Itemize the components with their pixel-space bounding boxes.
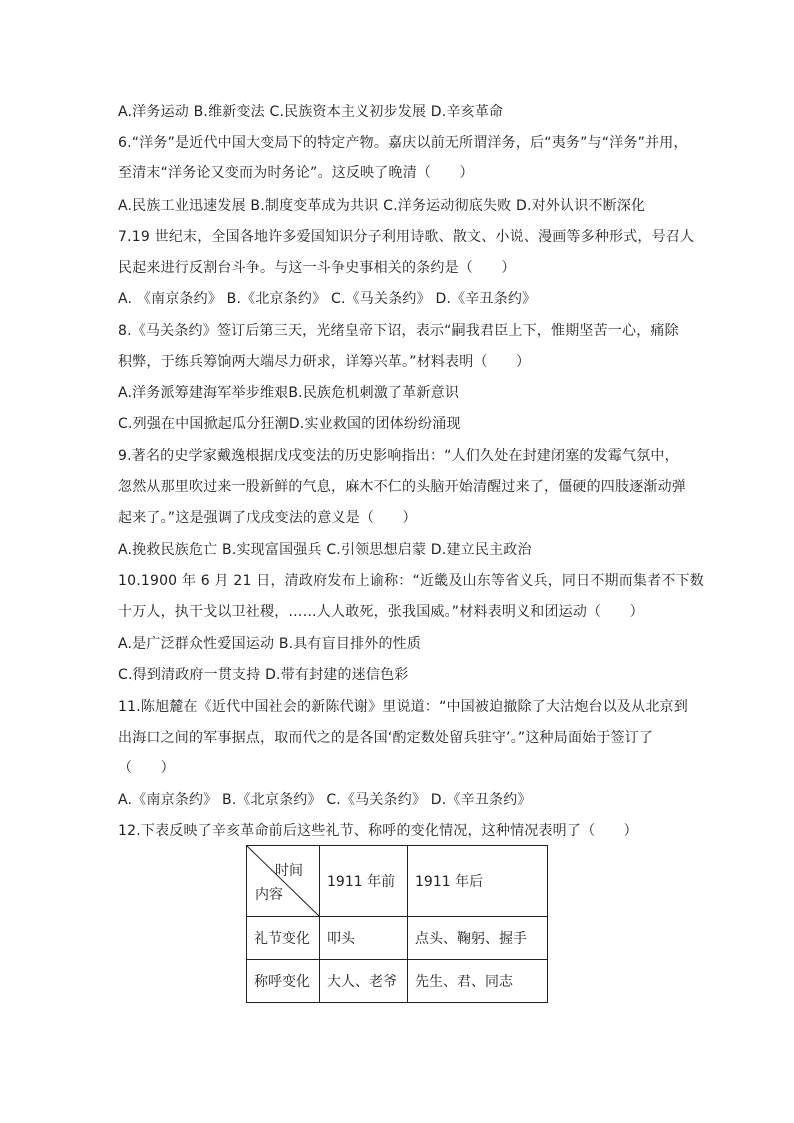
corner-label-content: 内容 (255, 887, 283, 903)
q10-stem-line2: 十万人，执干戈以卫社稷，……人人敢死，张我国威。”材料表明义和团运动（ ） (118, 604, 644, 620)
q8-stem-line2: 积弊，于练兵筹饷两大端尽力研求，详筹兴革。”材料表明（ ） (118, 354, 531, 370)
q9-stem-line1: 9.著名的史学家戴逸根据戊戌变法的历史影响指出：“人们久处在封建闭塞的发霉气氛中， (118, 448, 679, 464)
table-row (247, 960, 548, 1003)
q9-stem-line2: 忽然从那里吹过来一股新鲜的气息，麻木不仁的头脑开始清醒过来了，僵硬的四肢逐渐动弹 (118, 479, 686, 495)
q7-stem-line1: 7.19 世纪末，全国各地许多爱国知识分子利用诗歌、散文、小说、漫画等多种形式，号召人 (118, 229, 695, 245)
row-label: 称呼变化 (247, 960, 320, 1003)
cell-after: 点头、鞠躬、握手 (408, 917, 548, 960)
table-row (247, 917, 548, 960)
q10-options-cd: C.得到清政府一贯支持 D.带有封建的迷信色彩 (118, 667, 409, 683)
table-header-row (247, 846, 548, 917)
diagonal-divider (247, 846, 319, 916)
cell-before: 大人、老爷 (320, 960, 408, 1003)
q6-stem-line1: 6.“洋务”是近代中国大变局下的特定产物。嘉庆以前无所谓洋务，后“夷务”与“洋务”并用， (118, 135, 688, 151)
q6-options: A.民族工业迅速发展 B.制度变革成为共识 C.洋务运动彻底失败 D.对外认识不断深化 (118, 198, 646, 214)
q6-stem-line2: 至清末“洋务论又变而为时务论”。这反映了晚清（ ） (118, 165, 474, 181)
q8-options-cd: C.列强在中国掀起瓜分狂潮D.实业救国的团体纷纷涌现 (118, 416, 461, 432)
q9-stem-line3: 起来了。”这是强调了戊戌变法的意义是（ ） (118, 510, 417, 526)
q7-options: A. 《南京条约》 B.《北京条约》 C.《马关条约》 D.《辛丑条约》 (118, 291, 537, 307)
q8-stem-line1: 8.《马关条约》签订后第三天，光绪皇帝下诏，表示“嗣我君臣上下，惟期坚苦一心，痛除 (118, 323, 679, 339)
header-before-1911: 1911 年前 (320, 846, 408, 917)
q9-options: A.挽救民族危亡 B.实现富国强兵 C.引领思想启蒙 D.建立民主政治 (118, 542, 532, 558)
q11-stem-line3: （ ） (118, 760, 175, 776)
row-label: 礼节变化 (247, 917, 320, 960)
cell-after: 先生、君、同志 (408, 960, 548, 1003)
header-after-1911: 1911 年后 (408, 846, 548, 917)
etiquette-change-table (246, 845, 548, 1003)
q11-options: A.《南京条约》 B.《北京条约》 C.《马关条约》 D.《辛丑条约》 (118, 792, 532, 808)
q12-stem: 12.下表反映了辛亥革命前后这些礼节、称呼的变化情况，这种情况表明了（ ） (118, 823, 638, 839)
q10-stem-line1: 10.1900 年 6 月 21 日，清政府发布上谕称：“近畿及山东等省义兵，同日不期而集者不下数 (118, 573, 704, 589)
q7-stem-line2: 民起来进行反割台斗争。与这一斗争史事相关的条约是（ ） (118, 260, 516, 276)
q11-stem-line2: 出海口之间的军事据点，取而代之的是各国‘酌定数处留兵驻守’。”这种局面始于签订了 (118, 730, 654, 746)
cell-before: 叩头 (320, 917, 408, 960)
table-corner-cell (247, 846, 320, 917)
q11-stem-line1: 11.陈旭麓在《近代中国社会的新陈代谢》里说道：“中国被迫撤除了大沽炮台以及从北京到 (118, 699, 688, 715)
corner-label-time: 时间 (275, 863, 303, 879)
q8-options-ab: A.洋务派筹建海军举步维艰B.民族危机刺激了革新意识 (118, 385, 460, 401)
q5-options: A.洋务运动 B.维新变法 C.民族资本主义初步发展 D.辛亥革命 (118, 104, 504, 120)
q10-options-ab: A.是广泛群众性爱国运动 B.具有盲目排外的性质 (118, 636, 422, 652)
